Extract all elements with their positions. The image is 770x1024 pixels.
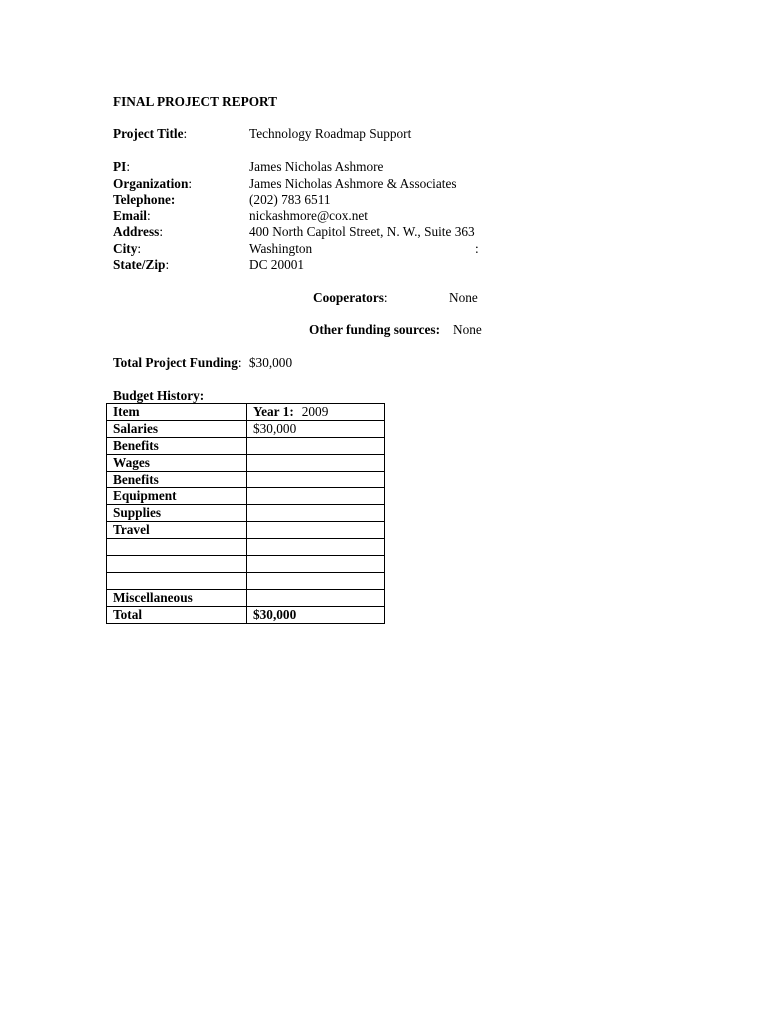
budget-heading: Budget History: xyxy=(113,388,205,403)
budget-total-label: Total xyxy=(107,606,247,623)
budget-value-cell xyxy=(247,488,385,505)
statezip-label: State/Zip: xyxy=(113,257,170,272)
budget-value-cell xyxy=(247,454,385,471)
table-row xyxy=(107,454,385,471)
cooperators-value: None xyxy=(449,290,478,305)
total-funding-value: $30,000 xyxy=(248,355,293,370)
budget-value-cell xyxy=(247,505,385,522)
table-row xyxy=(107,539,385,556)
table-row xyxy=(107,420,385,437)
budget-col-year-header: Year 1: 2009 xyxy=(247,404,385,421)
other-funding-value: None xyxy=(453,322,482,337)
budget-item-cell: Salaries xyxy=(107,420,247,437)
table-row xyxy=(107,522,385,539)
email-value: nickashmore@cox.net xyxy=(249,207,368,223)
budget-value-cell xyxy=(247,589,385,606)
report-heading: FINAL PROJECT REPORT xyxy=(113,94,278,109)
pi-label: PI: xyxy=(113,159,131,174)
budget-value-cell xyxy=(247,539,385,556)
pi-value: James Nicholas Ashmore xyxy=(249,159,384,174)
table-row xyxy=(107,572,385,589)
budget-table xyxy=(106,403,385,624)
budget-value-cell xyxy=(247,522,385,539)
budget-value-cell xyxy=(247,572,385,589)
table-row xyxy=(107,471,385,488)
budget-item-cell xyxy=(107,572,247,589)
total-funding-colon: : xyxy=(237,355,242,370)
cooperators-label: Cooperators: xyxy=(313,290,388,305)
budget-item-cell xyxy=(107,556,247,573)
city-trailing-colon: : xyxy=(475,240,479,256)
address-value: 400 North Capitol Street, N. W., Suite 363 xyxy=(249,224,475,239)
telephone-value: (202) 783 6511 xyxy=(249,191,331,207)
budget-item-cell: Benefits xyxy=(107,471,247,488)
table-row xyxy=(107,589,385,606)
project-title-label: Project Title: xyxy=(113,126,188,141)
budget-item-cell: Benefits xyxy=(107,437,247,454)
project-title-value: Technology Roadmap Support xyxy=(249,126,412,141)
telephone-label: Telephone: xyxy=(113,191,176,207)
budget-value-cell xyxy=(247,556,385,573)
organization-label: Organization: xyxy=(113,175,193,191)
organization-value: James Nicholas Ashmore & Associates xyxy=(249,175,457,191)
table-row xyxy=(107,437,385,454)
budget-item-cell xyxy=(107,539,247,556)
table-row xyxy=(107,556,385,573)
budget-total-row xyxy=(107,606,385,623)
budget-item-cell: Miscellaneous xyxy=(107,589,247,606)
email-label: Email: xyxy=(113,207,151,223)
budget-item-cell: Wages xyxy=(107,454,247,471)
table-row xyxy=(107,505,385,522)
table-row xyxy=(107,488,385,505)
budget-total-value: $30,000 xyxy=(247,606,385,623)
budget-col-item-header: Item xyxy=(107,404,247,421)
other-funding-label: Other funding sources: xyxy=(309,322,441,337)
budget-header-row xyxy=(107,404,385,421)
total-funding-label: Total Project Funding xyxy=(113,355,238,370)
city-label: City: xyxy=(113,240,142,256)
total-funding-row xyxy=(113,355,292,371)
city-value: Washington xyxy=(249,240,313,256)
budget-item-cell: Travel xyxy=(107,522,247,539)
budget-value-cell xyxy=(247,471,385,488)
budget-value-cell xyxy=(247,437,385,454)
budget-item-cell: Equipment xyxy=(107,488,247,505)
address-label: Address: xyxy=(113,224,164,239)
statezip-value: DC 20001 xyxy=(249,257,305,272)
budget-value-cell: $30,000 xyxy=(247,420,385,437)
budget-item-cell: Supplies xyxy=(107,505,247,522)
